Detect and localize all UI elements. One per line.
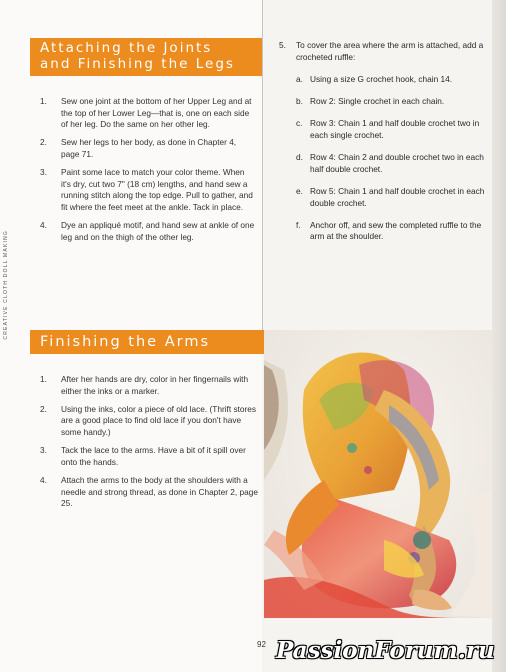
substep-text: Row 5: Chain 1 and half double crochet in each double crochet. xyxy=(310,185,485,208)
step-text: To cover the area where the arm is attached, add a crocheted ruffle: xyxy=(296,40,484,62)
step-number: 4. xyxy=(40,220,47,231)
list-item xyxy=(40,445,258,468)
substep-text: Anchor off, and sew the completed ruffle to the arm at the shoulder. xyxy=(310,219,482,242)
list-item xyxy=(40,374,258,397)
substep-text: Row 3: Chain 1 and half double crochet two in each single crochet. xyxy=(310,118,480,140)
section-heading-arms: Finishing the Arms xyxy=(30,330,264,354)
list-item xyxy=(40,167,255,213)
step-number: 3. xyxy=(40,167,47,178)
list-item xyxy=(296,220,486,243)
substep-text: Row 4: Chain 2 and double crochet two in each half double crochet. xyxy=(310,152,484,174)
list-item xyxy=(296,186,486,209)
list-item xyxy=(296,96,486,108)
substep-letter: d. xyxy=(296,152,303,163)
step-text: Paint some lace to match your color theme. When it's dry, cut two 7" (18 cm) lengths, and hand sew a running stitch along the top edge. Pull to gather, and fit where the feet meet at the ankle. Tack in place. xyxy=(61,167,253,212)
step-number: 2. xyxy=(40,403,47,414)
list-item xyxy=(40,96,255,131)
step-text: Attach the arms to the body at the shoulders with a needle and strong thread, as done in Chapter 2, page 25. xyxy=(61,474,258,509)
side-running-title: CREATIVE CLOTH DOLL MAKING xyxy=(3,230,9,340)
doll-illustration xyxy=(264,330,492,618)
list-item xyxy=(296,152,486,175)
crochet-substeps-list xyxy=(296,74,486,254)
step-number: 4. xyxy=(40,474,47,485)
heading-line-2: and Finishing the Legs xyxy=(40,56,235,72)
list-item xyxy=(40,137,255,160)
doll-photo xyxy=(264,330,492,618)
arms-steps-list xyxy=(40,374,258,516)
list-item xyxy=(40,404,258,439)
step-number: 3. xyxy=(40,445,47,456)
substep-text: Row 2: Single crochet in each chain. xyxy=(310,96,445,107)
substep-letter: b. xyxy=(296,96,303,107)
site-watermark: PassionForum.ru xyxy=(276,637,495,664)
step-number: 1. xyxy=(40,374,47,384)
page-number: 92 xyxy=(257,640,266,649)
list-item xyxy=(40,475,258,510)
list-item xyxy=(296,74,486,86)
substep-text: Using a size G crochet hook, chain 14. xyxy=(310,74,453,84)
section-heading-joints-legs xyxy=(30,38,262,76)
column-divider xyxy=(262,0,263,330)
step-text: Tack the lace to the arms. Have a bit of it spill over onto the hands. xyxy=(61,445,246,467)
substep-letter: a. xyxy=(296,74,303,84)
step-number: 1. xyxy=(40,96,47,106)
list-item xyxy=(40,220,255,243)
step-text: Using the inks, color a piece of old lace. (Thrift stores are a good place to find old lace if you don't have some handy.) xyxy=(61,403,257,437)
substep-letter: f. xyxy=(296,219,301,230)
list-item xyxy=(296,118,486,141)
heading-line-1: Attaching the Joints xyxy=(40,40,213,56)
substep-letter: e. xyxy=(296,185,303,196)
step-text: Dye an appliqué motif, and hand sew at ankle of one leg and on the thigh of the other leg. xyxy=(61,220,255,242)
step-number: 5. xyxy=(279,40,286,50)
page-edge xyxy=(492,0,506,672)
step-number: 2. xyxy=(40,137,47,148)
step-text: Sew one joint at the bottom of her Upper Leg and at the top of her Lower Leg—that is, one on each side of her leg. Do the same on her other leg. xyxy=(61,96,252,130)
substep-letter: c. xyxy=(296,118,303,129)
step-5 xyxy=(279,40,489,63)
step-text: After her hands are dry, color in her fingernails with either the inks or a marker. xyxy=(61,374,249,396)
legs-steps-list xyxy=(40,96,255,250)
step-text: Sew her legs to her body, as done in Chapter 4, page 71. xyxy=(61,137,237,159)
